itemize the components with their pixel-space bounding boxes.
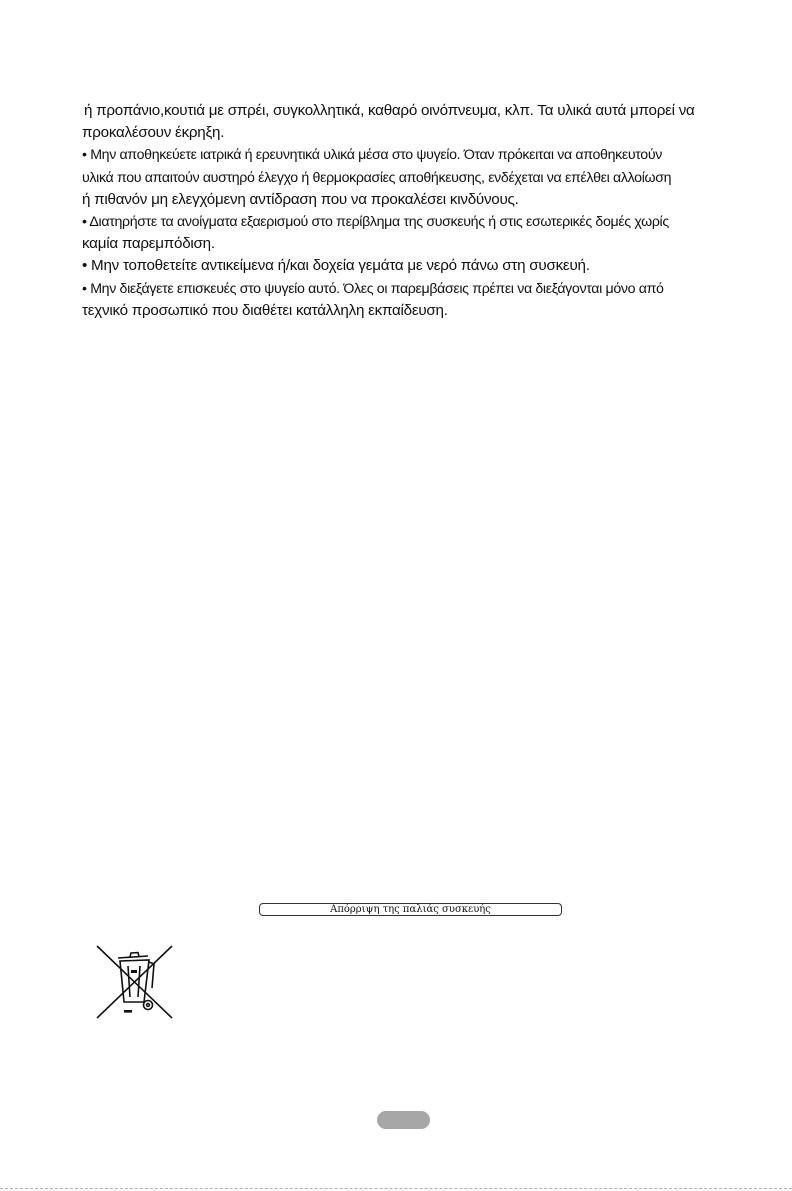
bullet-ventilation: • Διατηρήστε τα ανοίγματα εξαερισμού στο περίβλημα της συσκευής ή στις εσωτερικές δομές χωρίς: [82, 214, 669, 231]
page-edge-rule: [0, 1188, 792, 1189]
text-line: ή προπάνιο,κουτιά με σπρέι, συγκολλητικά, καθαρό οινόπνευμα, κλπ. Τα υλικά αυτά μπορεί να: [84, 102, 695, 119]
bullet-storage-medical: • Μην αποθηκεύετε ιατρικά ή ερευνητικά υλικά μέσα στο ψυγείο. Όταν πρόκειται να αποθηκευτούν: [82, 147, 662, 164]
text-line: τεχνικό προσωπικό που διαθέτει κατάλληλη εκπαίδευση.: [82, 301, 448, 319]
text-line: καμία παρεμπόδιση.: [82, 235, 215, 253]
bullet-no-water-containers: • Μην τοποθετείτε αντικείμενα ή/και δοχεία γεμάτα με νερό πάνω στη συσκευή.: [82, 257, 590, 275]
safety-instructions: [82, 100, 722, 322]
text-line: ή πιθανόν μη ελεγχόμενη αντίδραση που να προκαλέσει κινδύνους.: [82, 190, 519, 208]
section-heading-disposal: Απόρριψη της παλιάς συσκευής: [259, 903, 562, 916]
text-line: υλικά που απαιτούν αυστηρό έλεγχο ή θερμοκρασίες αποθήκευσης, ενδέχεται να επέλθει αλλοίωση: [82, 169, 672, 186]
crossed-out-wheelie-bin-icon: [94, 944, 174, 1020]
page-marker: [377, 1111, 430, 1129]
text-line: προκαλέσουν έκρηξη.: [82, 124, 225, 142]
bullet-no-repairs: • Μην διεξάγετε επισκευές στο ψυγείο αυτό. Όλες οι παρεμβάσεις πρέπει να διεξάγονται μόνο από: [82, 280, 664, 297]
